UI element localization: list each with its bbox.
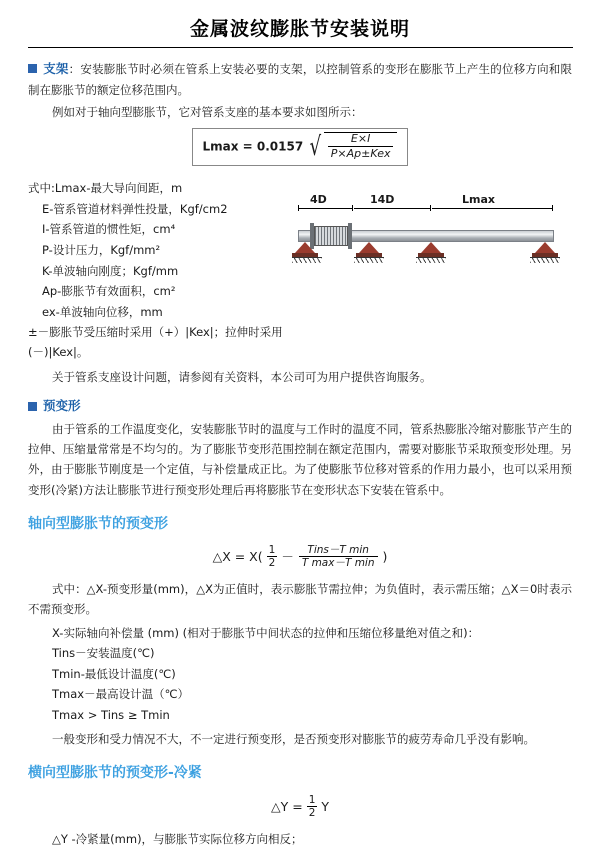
pipe-support-anchor — [292, 242, 318, 258]
diagram-dimension-labels — [292, 190, 560, 207]
diagram-column — [292, 174, 572, 286]
diagram-label-lmax: Lmax — [462, 193, 495, 207]
flange — [348, 223, 352, 249]
document-page — [0, 14, 600, 847]
formula-delta-x-lhs: △X = X( — [212, 548, 263, 564]
definition-item: 式中:Lmax-最大导向间距，m — [28, 181, 183, 196]
axial-definitions — [28, 624, 572, 726]
formula-one-half: $\frac{1}{2}$ — [308, 793, 316, 820]
formula-lmax-lhs: Lmax = 0.0157 — [202, 139, 304, 154]
formula-minus-sign: － — [281, 548, 294, 564]
formula-lmax — [28, 128, 572, 166]
predeform-heading-row — [28, 395, 572, 417]
definitions-and-diagram — [28, 174, 572, 363]
sqrt-icon: √ $\frac{E\times I}{\text{P×Ap±Kex}}$ — [307, 133, 397, 161]
ground-hatch — [354, 257, 384, 263]
formula-lmax-numerator: E×I — [328, 133, 394, 147]
bellows-expansion-joint-icon — [314, 226, 348, 246]
predeform-paragraph: 由于管系的工作温度变化，安装膨胀节时的温度与工作时的温度不同，管系热膨胀冷缩对膨胀节产生的拉伸、压缩量常常是不均匀的。为了膨胀节变形范围控制在额定范围内，需要对膨胀节采取预变形处理。另外，由于膨胀节刚度是一个定值，与补偿量成正比。为了使膨胀节位移对管系的作用力最小，也可以采用预变形(冷紧)方法让膨胀节进行预变形处理后再将膨胀节在变形状态下安装在管系中。 — [28, 422, 572, 497]
definitions-list — [28, 178, 286, 363]
diagram-label-14d: 14D — [370, 193, 395, 207]
pipe-support-guide — [356, 242, 382, 258]
predeform-heading: 预变形 — [43, 398, 81, 414]
formula-delta-y-rhs: Y — [321, 798, 330, 814]
axial-explain: 式中：△X-预变形量(mm)，△X为正值时，表示膨胀节需拉伸；为负值时，表示需压缩；△X＝0时表示不需预变形。 — [28, 582, 572, 617]
axial-predeform-heading: 轴向型膨胀节的预变形 — [28, 515, 168, 532]
definition-item: Ap-膨胀节有效面积，cm² — [42, 284, 176, 299]
diagram-label-4d: 4D — [310, 193, 327, 207]
formula-delta-y-lhs: △Y = — [270, 798, 303, 814]
support-paragraph-2: 例如对于轴向型膨胀节，它对管系支座的基本要求如图所示： — [52, 105, 363, 119]
title-divider — [28, 47, 573, 48]
definition-item: ex-单波轴向位移，mm — [42, 304, 163, 319]
dim-tick — [430, 205, 431, 211]
axial-definition-item: Tmax－最高设计温（℃） — [52, 687, 189, 702]
axial-note: 一般变形和受力情况不大，不一定进行预变形，是否预变形对膨胀节的疲劳寿命几乎没有影响。 — [52, 732, 535, 747]
lateral-predeform-heading: 横向型膨胀节的预变形-冷紧 — [28, 765, 202, 782]
support-paragraph-1-text: 安装膨胀节时必须在管系上安装必要的支架，以控制管系的变形在膨胀节上产生的位移方向和限制在膨胀节的额定位移范围内。 — [28, 62, 572, 97]
dim-tick — [352, 205, 353, 211]
formula-delta-x — [28, 544, 572, 569]
pipe-support-guide — [418, 242, 444, 258]
page-title: 金属波纹膨胀节安装说明 — [189, 18, 410, 40]
support-paragraph-1: 支架：安装膨胀节时必须在管系上安装必要的支架，以控制管系的变形在膨胀节上产生的位移方向和限制在膨胀节的额定位移范围内。 — [28, 61, 572, 97]
definition-item: K-单波轴向刚度；Kgf/mm — [42, 263, 179, 278]
dim-line-lmax — [432, 208, 552, 209]
axial-definition-item: Tins－安装温度(℃) — [52, 646, 155, 661]
lateral-explain: △Y -冷紧量(mm)，与膨胀节实际位移方向相反； — [52, 832, 303, 847]
formula-delta-y — [28, 794, 572, 819]
definition-item: E-管系管道材料弹性投量，Kgf/cm2 — [42, 201, 228, 216]
ground-hatch — [292, 257, 322, 263]
formula-lmax-box — [192, 128, 409, 166]
axial-definition-item: Tmin-最低设计温度(℃) — [52, 666, 176, 681]
definition-item: P-设计压力，Kgf/mm² — [42, 242, 161, 257]
definition-item: ±－膨胀节受压缩时采用（+）|Kex|；拉伸时采用(－)|Kex|。 — [28, 325, 283, 359]
axial-definition-item: X-实际轴向补偿量 (mm) (相对于膨胀节中间状态的拉伸和压缩位移量绝对值之和)： — [52, 625, 480, 640]
dim-tick — [552, 205, 553, 211]
formula-one-half: $\frac{1}{2}$ — [268, 544, 276, 570]
pipe-support-guide — [532, 242, 558, 258]
dim-line-4d — [298, 208, 352, 209]
support-note: 关于管系支座设计问题，请参阅有关资料，本公司可为用户提供咨询服务。 — [52, 370, 432, 385]
blue-square-bullet-icon — [28, 64, 37, 73]
axial-definition-item: Tmax > Tins ≥ Tmin — [52, 707, 170, 722]
formula-temperature-ratio: Tins－T min T max－T min — [299, 544, 378, 569]
formula-delta-x-rhs: ) — [382, 548, 388, 564]
ground-hatch — [416, 257, 446, 263]
ground-hatch — [530, 257, 560, 263]
formula-lmax-denominator: P×Ap±Kex — [330, 147, 391, 161]
dim-line-14d — [354, 208, 430, 209]
support-heading: 支架 — [43, 61, 69, 76]
support-spacing-diagram — [292, 190, 560, 286]
definition-item: I-管系管道的惯性矩，cm⁴ — [42, 222, 176, 237]
blue-square-bullet-icon — [28, 402, 37, 411]
document-body — [0, 58, 600, 849]
dim-tick — [298, 205, 299, 211]
